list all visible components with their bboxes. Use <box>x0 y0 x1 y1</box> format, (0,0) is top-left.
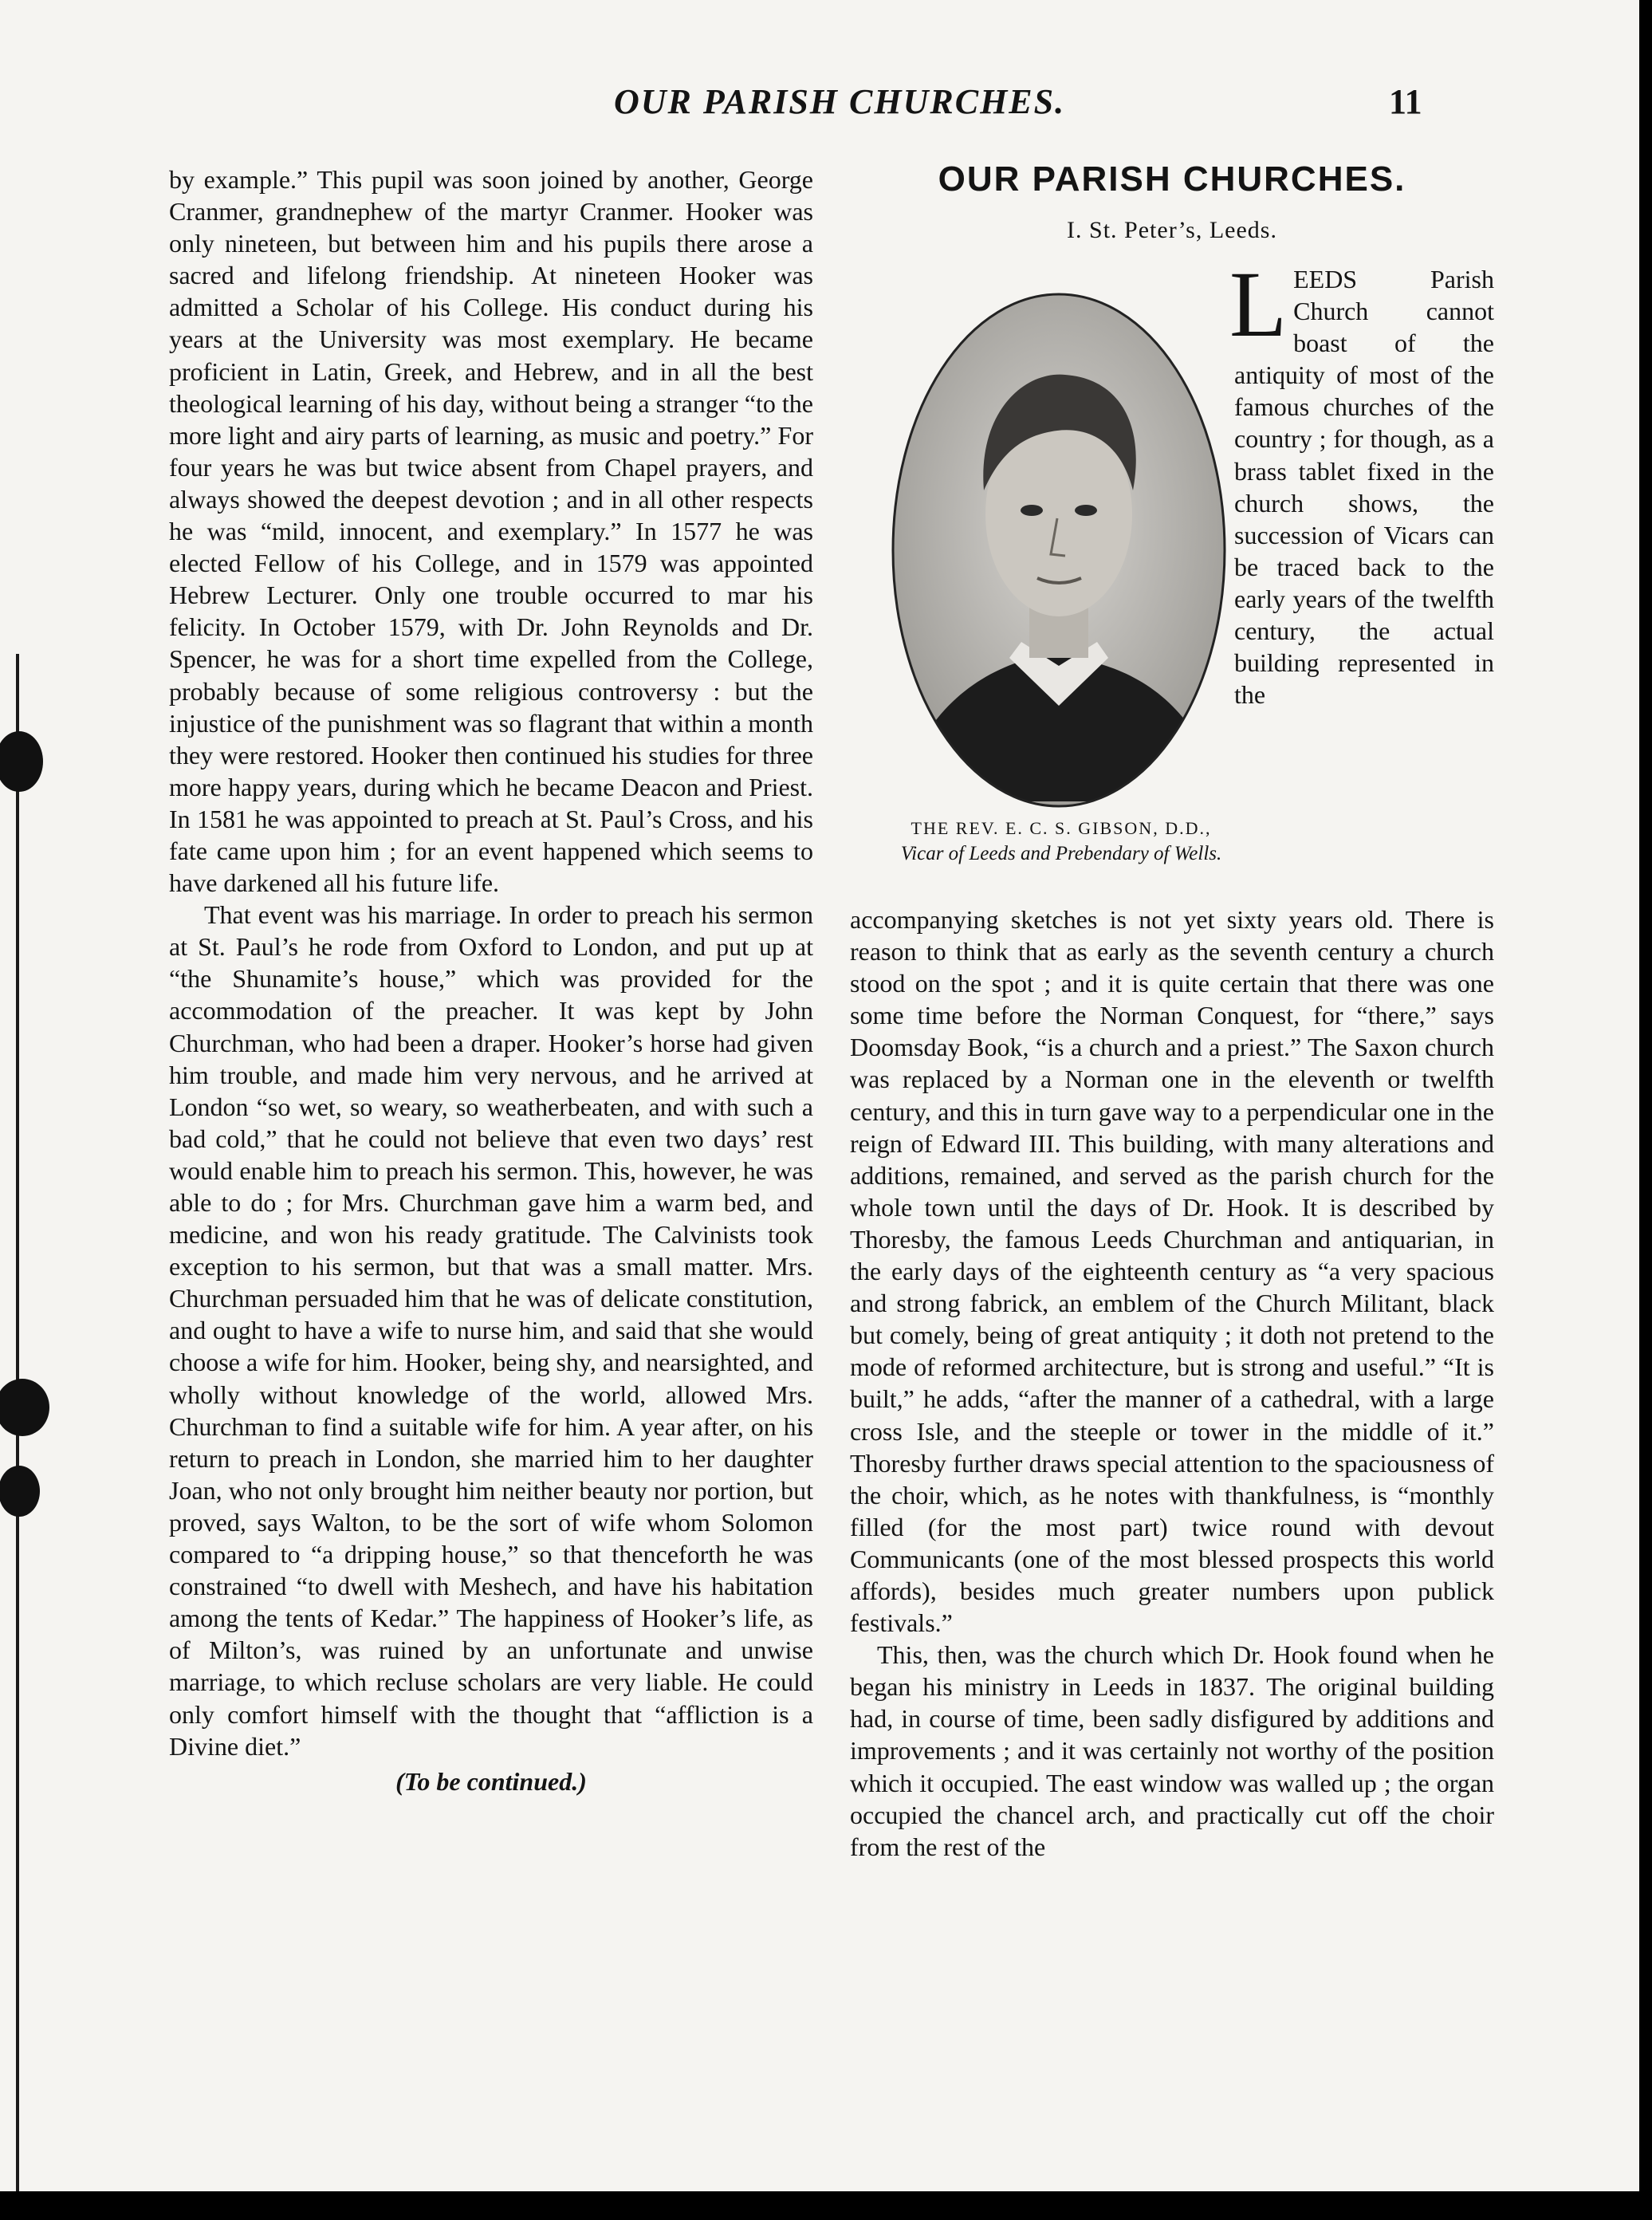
caption-role: Vicar of Leeds and Prebendary of Wells. <box>900 843 1222 864</box>
article-header <box>850 159 1494 244</box>
article-lead <box>1229 252 1494 710</box>
drop-cap: L <box>1229 252 1288 356</box>
paragraph: by example.” This pupil was soon joined by another, George Cranmer, grandnephew of the martyr Cranmer. Hooker was only nineteen, but between him and his pupils there arose a sacred and lifelong friendship. At nineteen Hooker was admitted a Scholar of his College. His conduct during his years at the University was most exemplary. He became proficient in Latin, Greek, and Hebrew, and in all the best theological learning of his day, without being a stranger “to the more light and airy parts of learning, as music and poetry.” For four years he was but twice absent from Chapel prayers, and always showed the deepest devotion ; and in all other respects he was “mild, innocent, and exemplary.” In 1577 he was elected Fellow of his College, and in 1579 was appointed Hebrew Lecturer. Only one trouble occurred to mar his felicity. In October 1579, with Dr. John Reynolds and Dr. Spencer, he was for a short time expelled from the College, probably because of some religious controversy : but the injustice of the punishment was so flagrant that within a month they were restored. Hooker then continued his studies for three more happy years, during which he became Deacon and Priest. In 1581 he was appointed to preach at St. Paul’s Cross, and his fate came upon him ; for an event happened which seems to have darkened all his future life. <box>169 165 813 898</box>
article-subtitle: I. St. Peter’s, Leeds. <box>1067 217 1277 243</box>
portrait-illustration <box>890 291 1228 809</box>
binding-edge <box>0 0 64 2191</box>
paragraph: That event was his marriage. In order to preach his sermon at St. Paul’s he rode from Oxford to London, and put up at “the Shunamite’s house,” which was provided for the accommodation of the preacher. It was kept by John Churchman, who had been a draper. Hooker’s horse had given him trouble, and made him very nervous, and he arrived at London “so wet, so weary, so weatherbeaten, and with such a bad cold,” that he could not believe that even two days’ rest would enable him to preach his sermon. This, however, he was able to do ; for Mrs. Churchman gave him a warm bed, and medicine, and won his ready gratitude. The Calvinists took exception to his sermon, but that was a small matter. Mrs. Churchman persuaded him that he was of delicate constitution, and ought to have a wife to nurse him, and said that she would choose a wife for him. Hooker, being shy, and nearsighted, and wholly without knowledge of the world, allowed Mrs. Churchman to find a suitable wife for him. A year after, on his return to preach in London, she married him to her daughter Joan, who not only brought him neither beauty nor portion, but proved, says Walton, to be the sort of wife whom Solomon compared to “a dripping house,” so that thenceforth he was constrained “to dwell with Meshech, and have his habitation among the tents of Kedar.” The happiness of Hooker’s life, as of Milton’s, was ruined by an unfortunate and unwise marriage, to which recluse scholars are very liable. He could only comfort himself with the thought that “affliction is a Divine diet.” <box>169 900 813 1761</box>
portrait-caption <box>850 816 1272 867</box>
portrait-figure <box>850 291 1272 865</box>
lead-text: EEDS Parish Church cannot boast of the antiquity of most of the famous churches of the country ; for though, as a brass tablet fixed in the church shows, the succession of Vicars can be traced back to the early years of the twelfth century, the actual building represented in the <box>1234 265 1494 710</box>
paragraph: This, then, was the church which Dr. Hook found when he began his ministry in Leeds in 1837. The original building had, in course of time, been sadly disfigured by additions and improvements ; and it was certainly not worthy of the position which it occupied. The east window was walled up ; the organ occupied the chancel arch, and practically cut off the choir from the rest of the <box>850 1640 1494 1861</box>
page-number: 11 <box>1389 82 1422 121</box>
continued-note: (To be continued.) <box>395 1766 587 1796</box>
paragraph: accompanying sketches is not yet sixty years old. There is reason to think that as early as the seventh century a church stood on the spot ; and it is quite certain that there was one some time before the Norman Conquest, for “there,” says Doomsday Book, “is a church and a priest.” The Saxon church was replaced by a Norman one in the eleventh or twelfth century, and this in turn gave way to a perpendicular one in the reign of Edward III. This building, with many alterations and additions, remained, and served as the parish church for the whole town until the days of Dr. Hook. It is described by Thoresby, the famous Leeds Churchman and antiquarian, in the early days of the eighteenth century as “a very spacious and strong fabrick, an emblem of the Church Militant, black but comely, being of great antiquity ; it doth not pretend to the mode of reformed architecture, but is strong and useful.” “It is built,” he adds, “after the manner of a cathedral, with a large cross Isle, and the steeple or tower in the middle of it.” Thoresby further draws special attention to the spaciousness of the choir, which, as he notes with thankfulness, is “monthly filled (for the most part) twice round with devout Communicants (one of the most blessed prospects this world affords), besides much greater numbers upon publick festivals.” <box>850 905 1494 1638</box>
left-column <box>169 163 813 1797</box>
article-title: OUR PARISH CHURCHES. <box>938 159 1406 199</box>
right-column <box>850 903 1494 1863</box>
running-title: OUR PARISH CHURCHES. <box>614 82 1066 121</box>
caption-name: THE REV. E. C. S. GIBSON, D.D., <box>911 818 1212 838</box>
running-head <box>0 81 1639 137</box>
